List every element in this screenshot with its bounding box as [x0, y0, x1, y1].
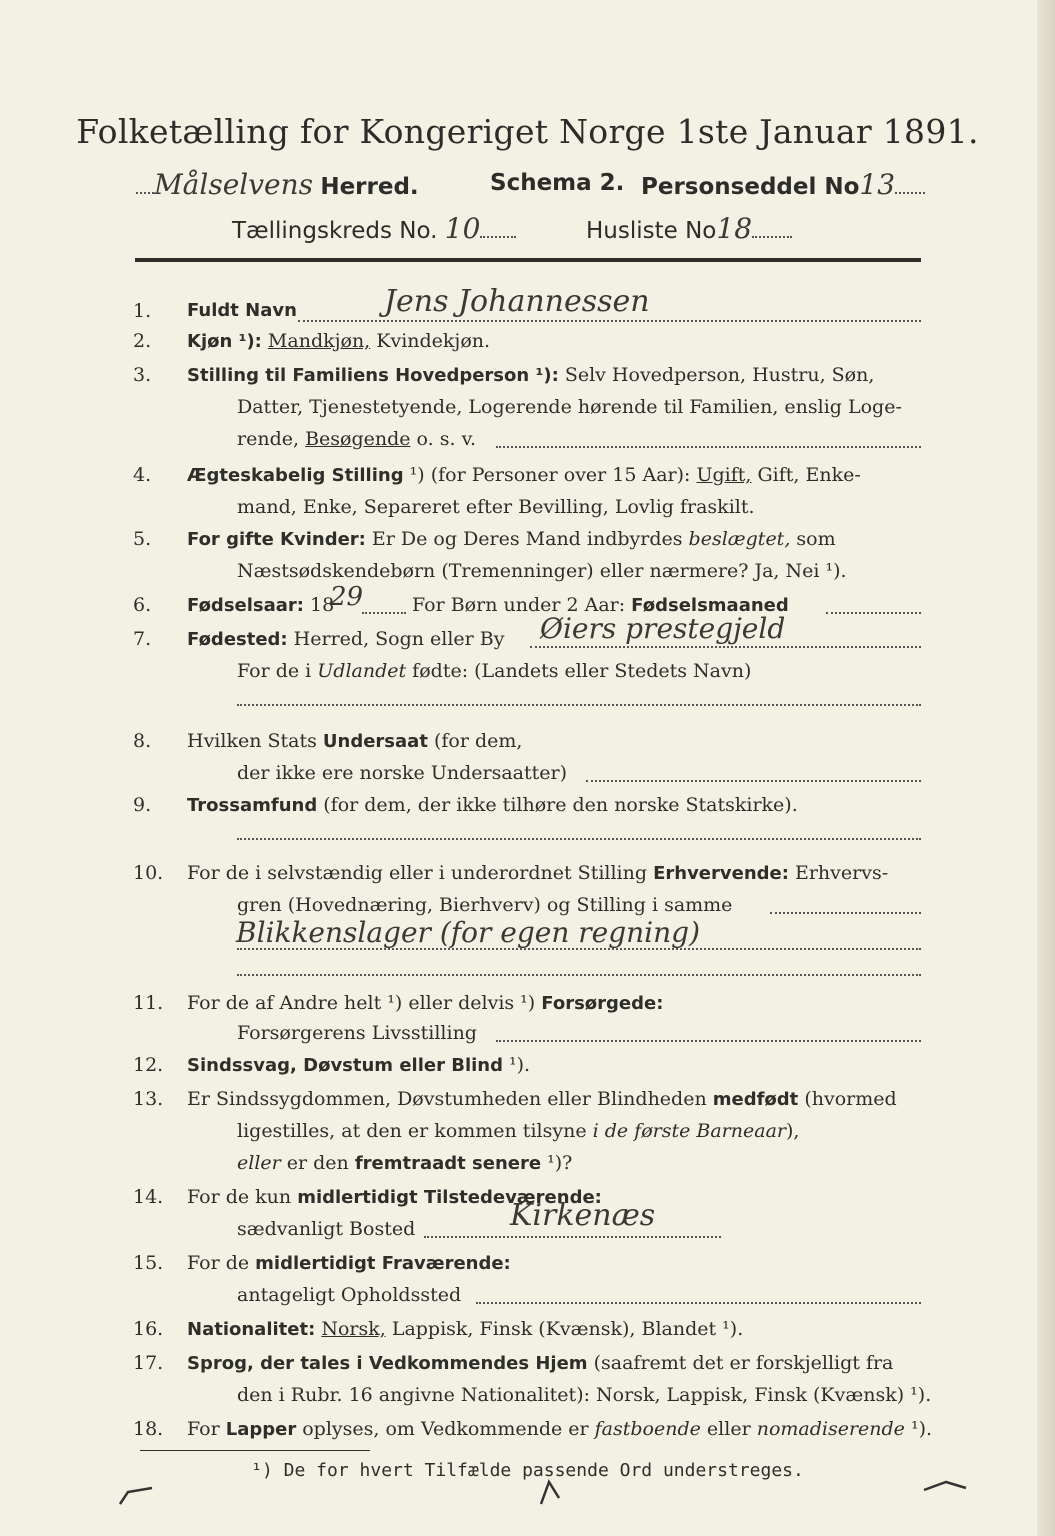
item-18-text-1c: oplyses, om Vedkommende er — [296, 1418, 595, 1440]
item-13-text-2c: ), — [786, 1120, 800, 1142]
item-17-number: 17. — [133, 1352, 164, 1374]
item-10-text-2: gren (Hovednæring, Bierhverv) og Stilling i samme — [237, 894, 733, 916]
item-13-text-2b: i de første Barneaar — [592, 1120, 786, 1142]
item-3-label: Stilling til Familiens Hovedperson ¹): — [187, 365, 559, 386]
husliste-leader — [752, 235, 792, 238]
item-8-number: 8. — [133, 730, 152, 752]
herred-value: Målselvens — [154, 168, 314, 201]
item-12-number: 12. — [133, 1054, 164, 1076]
item-5-label: For gifte Kvinder: — [187, 529, 366, 550]
page-edge — [1037, 0, 1055, 1536]
item-7-value: Øiers prestegjeld — [540, 612, 786, 645]
item-13-text-2a: ligestilles, at den er kommen tilsyne — [237, 1120, 593, 1142]
item-13-text-3b: er den — [280, 1152, 355, 1174]
item-9-number: 9. — [133, 794, 152, 816]
personseddel-label: Personseddel No — [641, 174, 860, 200]
item-18-label: Lapper — [225, 1419, 297, 1440]
item-6-month-fill — [826, 598, 921, 614]
item-2-option-mandkjon: Mandkjøn, — [267, 330, 371, 352]
footnote-rule — [140, 1450, 370, 1451]
item-18-number: 18. — [133, 1418, 164, 1440]
item-16-number: 16. — [133, 1318, 164, 1340]
item-13-label: medfødt — [712, 1089, 799, 1110]
item-14-label: midlertidigt Tilstedeværende: — [297, 1187, 602, 1208]
item-3-fill — [496, 432, 921, 448]
item-16-option-norsk: Norsk, — [321, 1318, 386, 1340]
husliste-line — [586, 212, 792, 245]
item-13-text-1a: Er Sindssygdommen, Døvstumheden eller Blindheden — [187, 1088, 713, 1110]
item-3-option-besogende: Besøgende — [305, 428, 411, 450]
item-6-year-prefix: 18 — [304, 594, 335, 616]
item-15-label: midlertidigt Fraværende: — [255, 1253, 511, 1274]
item-6-year-value: 29 — [330, 582, 364, 612]
personseddel-leader — [895, 191, 925, 194]
item-13-text-3d: ¹)? — [541, 1152, 573, 1174]
item-11-fill — [496, 1026, 921, 1042]
footnote: ¹) De for hvert Tilfælde passende Ord understreges. — [251, 1460, 804, 1481]
item-3-text-3a: rende, — [237, 428, 306, 450]
taellingskreds-value: 10 — [444, 212, 481, 245]
item-16-label: Nationalitet: — [187, 1319, 316, 1340]
item-17-text-1: (saafremt det er forskjelligt fra — [587, 1352, 894, 1374]
item-5-number: 5. — [133, 528, 152, 550]
item-18-text-1f: nomadiserende — [756, 1418, 905, 1440]
item-1-value: Jens Johannessen — [384, 284, 650, 319]
item-10-text-1a: For de i selvstændig eller i underordnet Stilling — [187, 862, 654, 884]
item-9-label: Trossamfund — [187, 795, 318, 816]
item-8-label: Undersaat — [322, 731, 428, 752]
herred-leader — [136, 191, 154, 194]
item-13-text-3c: fremtraadt senere — [354, 1153, 542, 1174]
item-7-text-1: Herred, Sogn eller By — [287, 628, 505, 650]
item-7-text-2a: For de i — [237, 660, 318, 682]
taellingskreds-leader — [480, 235, 516, 238]
item-7-text-2c: fødte: (Landets eller Stedets Navn) — [406, 660, 752, 682]
schema-label: Schema 2. — [490, 170, 625, 196]
corner-mark-right — [920, 1476, 970, 1500]
item-6-text-mid: For Børn under 2 Aar: — [412, 594, 632, 616]
item-8-text-rest: (for dem, — [427, 730, 523, 752]
item-3-text-1: Selv Hovedperson, Hustru, Søn, — [558, 364, 875, 386]
item-11-text-2: Forsørgerens Livsstilling — [237, 1022, 477, 1044]
item-5-text-1b: beslægtet, — [688, 528, 791, 550]
item-17-label: Sprog, der tales i Vedkommendes Hjem — [187, 1353, 588, 1374]
item-5-text-1a: Er De og Deres Mand indbyrdes — [365, 528, 689, 550]
corner-mark-left — [118, 1478, 158, 1508]
item-10-number: 10. — [133, 862, 164, 884]
item-4-text-1a: ¹) (for Personer over 15 Aar): — [403, 464, 697, 486]
item-8-fill — [586, 766, 921, 782]
item-2-label: Kjøn ¹): — [187, 331, 262, 352]
header-rule — [135, 258, 921, 262]
taellingskreds-line — [232, 212, 516, 245]
item-1-label: Fuldt Navn — [187, 300, 297, 321]
item-11-text-1a: For de af Andre helt ¹) eller delvis ¹) — [187, 992, 542, 1014]
item-14-number: 14. — [133, 1186, 164, 1208]
item-15-fill — [476, 1288, 921, 1304]
item-4-text-1c: Gift, Enke- — [751, 464, 861, 486]
item-6-year-fill — [362, 598, 406, 614]
item-3-number: 3. — [133, 364, 152, 386]
item-8-text-2: der ikke ere norske Undersaatter) — [237, 762, 567, 784]
item-15-number: 15. — [133, 1252, 164, 1274]
item-7-fill-2 — [237, 690, 921, 706]
item-6-number: 6. — [133, 594, 152, 616]
form-title: Folketælling for Kongeriget Norge 1ste Januar 1891. — [76, 112, 979, 151]
husliste-value: 18 — [716, 212, 753, 245]
item-1-number: 1. — [133, 300, 152, 322]
item-4-number: 4. — [133, 464, 152, 486]
item-2-number: 2. — [133, 330, 152, 352]
item-10-value: Blikkenslager (for egen regning) — [236, 916, 700, 949]
item-11-number: 11. — [133, 992, 164, 1014]
item-10-label: Erhvervende: — [653, 863, 789, 884]
item-10-fill — [770, 898, 921, 914]
item-2-option-kvindekjon: Kvindekjøn. — [370, 330, 491, 352]
husliste-label: Husliste No — [586, 218, 717, 244]
item-5-text-2: Næstsødskendebørn (Tremenninger) eller nærmere? Ja, Nei ¹). — [237, 560, 847, 582]
item-18-text-1g: ¹). — [904, 1418, 933, 1440]
item-3-text-3c: o. s. v. — [410, 428, 477, 450]
item-10-fill-3 — [237, 960, 921, 976]
item-6-label: Fødselsaar: — [187, 595, 304, 616]
item-18-text-1d: fastboende — [594, 1418, 701, 1440]
item-5-text-1c: som — [790, 528, 836, 550]
item-13-text-1c: (hvormed — [798, 1088, 897, 1110]
item-14-text-2: sædvanligt Bosted — [237, 1218, 416, 1240]
item-8-text-1: Hvilken Stats — [187, 730, 323, 752]
item-4-label: Ægteskabelig Stilling — [187, 465, 404, 486]
item-14-value: Kirkenæs — [510, 1198, 656, 1233]
item-10-fill-2 — [237, 934, 921, 950]
item-9-fill — [237, 824, 921, 840]
item-11-label: Forsørgede: — [541, 993, 664, 1014]
corner-mark-center — [535, 1474, 565, 1508]
item-7-label: Fødested: — [187, 629, 288, 650]
item-4-option-ugift: Ugift, — [696, 464, 752, 486]
item-9-text: (for dem, der ikke tilhøre den norske Statskirke). — [317, 794, 798, 816]
herred-label: Herred. — [320, 174, 419, 200]
item-15-text-2: antageligt Opholdssted — [237, 1284, 462, 1306]
item-6-label-2: Fødselsmaaned — [631, 595, 789, 616]
item-12-label: Sindssvag, Døvstum eller Blind — [187, 1055, 503, 1076]
item-12-text: ¹). — [502, 1054, 531, 1076]
item-13-text-3a: eller — [237, 1152, 281, 1174]
item-4-text-2: mand, Enke, Separeret efter Bevilling, Lovlig fraskilt. — [237, 496, 755, 518]
personseddel-value: 13 — [859, 168, 896, 201]
personseddel-line — [641, 168, 925, 201]
item-13-number: 13. — [133, 1088, 164, 1110]
item-18-text-1a: For — [187, 1418, 226, 1440]
item-16-text: Lappisk, Finsk (Kvænsk), Blandet ¹). — [385, 1318, 744, 1340]
item-15-text-1a: For de — [187, 1252, 256, 1274]
item-10-text-1c: Erhvervs- — [788, 862, 889, 884]
taellingskreds-label: Tællingskreds No. — [232, 218, 438, 244]
herred-line — [136, 168, 419, 201]
item-14-text-1a: For de kun — [187, 1186, 298, 1208]
item-7-number: 7. — [133, 628, 152, 650]
item-3-text-2: Datter, Tjenestetyende, Logerende hørende til Familien, enslig Loge- — [237, 396, 902, 418]
item-7-text-2b: Udlandet — [317, 660, 407, 682]
item-17-text-2: den i Rubr. 16 angivne Nationalitet): Norsk, Lappisk, Finsk (Kvænsk) ¹). — [237, 1384, 932, 1406]
item-18-text-1e: eller — [700, 1418, 757, 1440]
